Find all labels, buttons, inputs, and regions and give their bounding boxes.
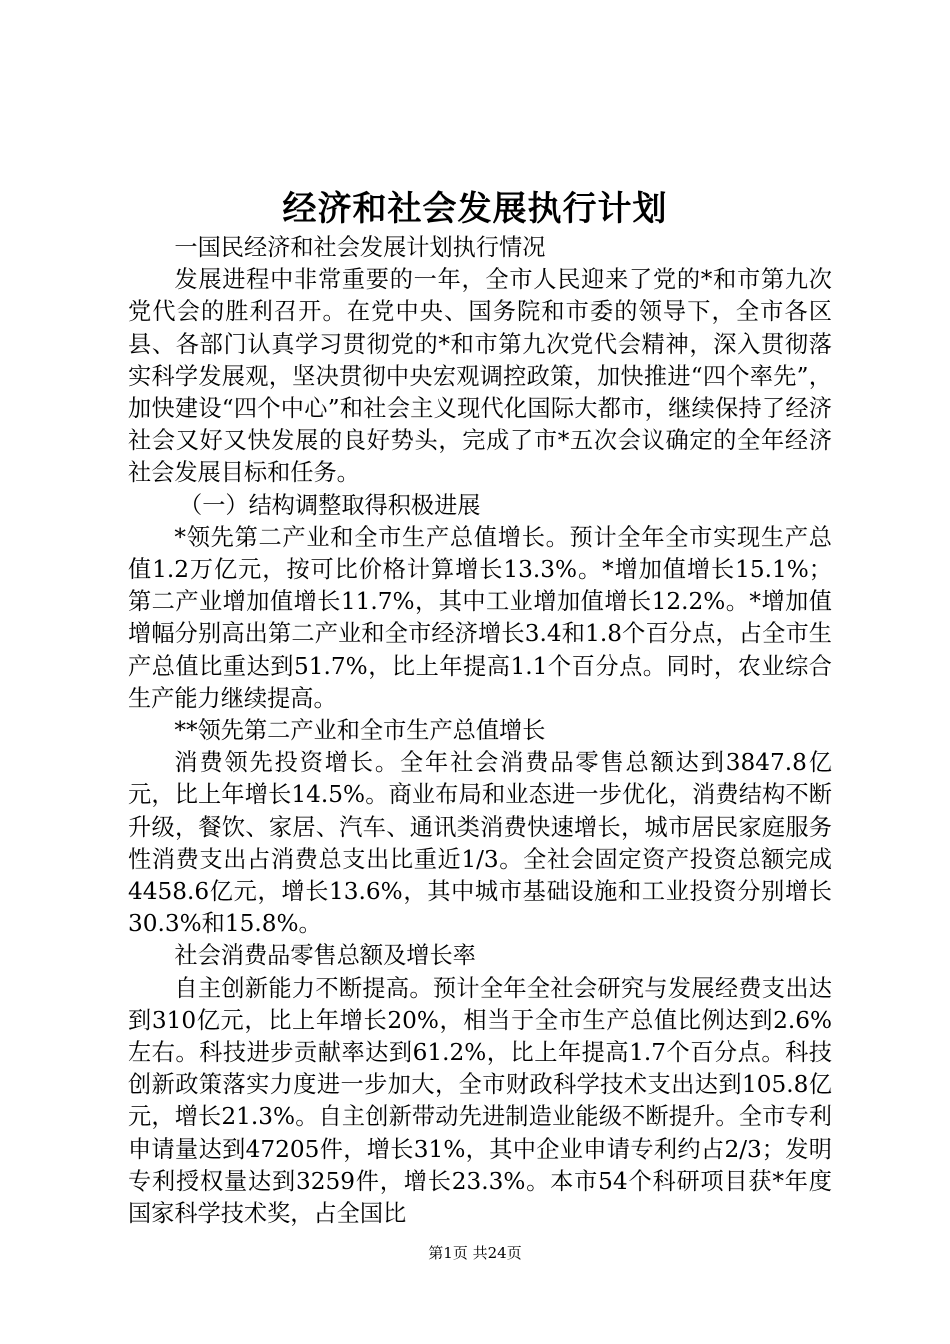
body-paragraph: 自主创新能力不断提高。预计全年全社会研究与发展经费支出达到310亿元，比上年增长20%，相当于全市生产总值比例达到2.6%左右。科技进步贡献率达到61.2%，比上年提高1.7个百分点。科技创新政策落实力度进一步加大，全市财政科学技术支出达到105.8亿元，增长21.3%。自主创新带动先进制造业能级不断提升。全市专利申请量达到47205件，增长31%，其中企业申请专利约占2/3；发明专利授权量达到3259件，增长23.3%。本市54个科研项目获*年度国家科学技术奖，占全国比 [128,974,832,1228]
figure-caption: 社会消费品零售总额及增长率 [174,942,476,970]
document-title: 经济和社会发展执行计划 [282,189,668,229]
body-paragraph: 消费领先投资增长。全年社会消费品零售总额达到3847.8亿元，比上年增长14.5%。商业布局和业态进一步优化，消费结构不断升级，餐饮、家居、汽车、通讯类消费快速增长，城市居民家庭服务性消费支出占消费总支出比重近1/3。全社会固定资产投资总额完成4458.6亿元，增长13.6%，其中城市基础设施和工业投资分别增长30.3%和15.8%。 [128,749,832,938]
body-paragraph: 发展进程中非常重要的一年，全市人民迎来了党的*和市第九次党代会的胜利召开。在党中央、国务院和市委的领导下，全市各区县、各部门认真学习贯彻党的*和市第九次党代会精神，深入贯彻落实科学发展观，坚决贯彻中央宏观调控政策，加快推进“四个率先”，加快建设“四个中心”和社会主义现代化国际大都市，继续保持了经济社会又好又快发展的良好势头，完成了市*五次会议确定的全年经济社会发展目标和任务。 [128,266,832,487]
figure-caption: **领先第二产业和全市生产总值增长 [174,717,546,745]
subsection-heading: （一）结构调整取得积极进展 [179,491,481,519]
document-body [128,232,832,1230]
page-number-footer: 第1页 共24页 [428,1244,522,1262]
body-paragraph: *领先第二产业和全市生产总值增长。预计全年全市实现生产总值1.2万亿元，按可比价格计算增长13.3%。*增加值增长15.1%；第二产业增加值增长11.7%，其中工业增加值增长12.2%。*增加值增幅分别高出第二产业和全市经济增长3.4和1.8个百分点，占全市生产总值比重达到51.7%，比上年提高1.1个百分点。同时，农业综合生产能力继续提高。 [128,523,832,712]
section-heading: 一国民经济和社会发展计划执行情况 [174,234,546,261]
